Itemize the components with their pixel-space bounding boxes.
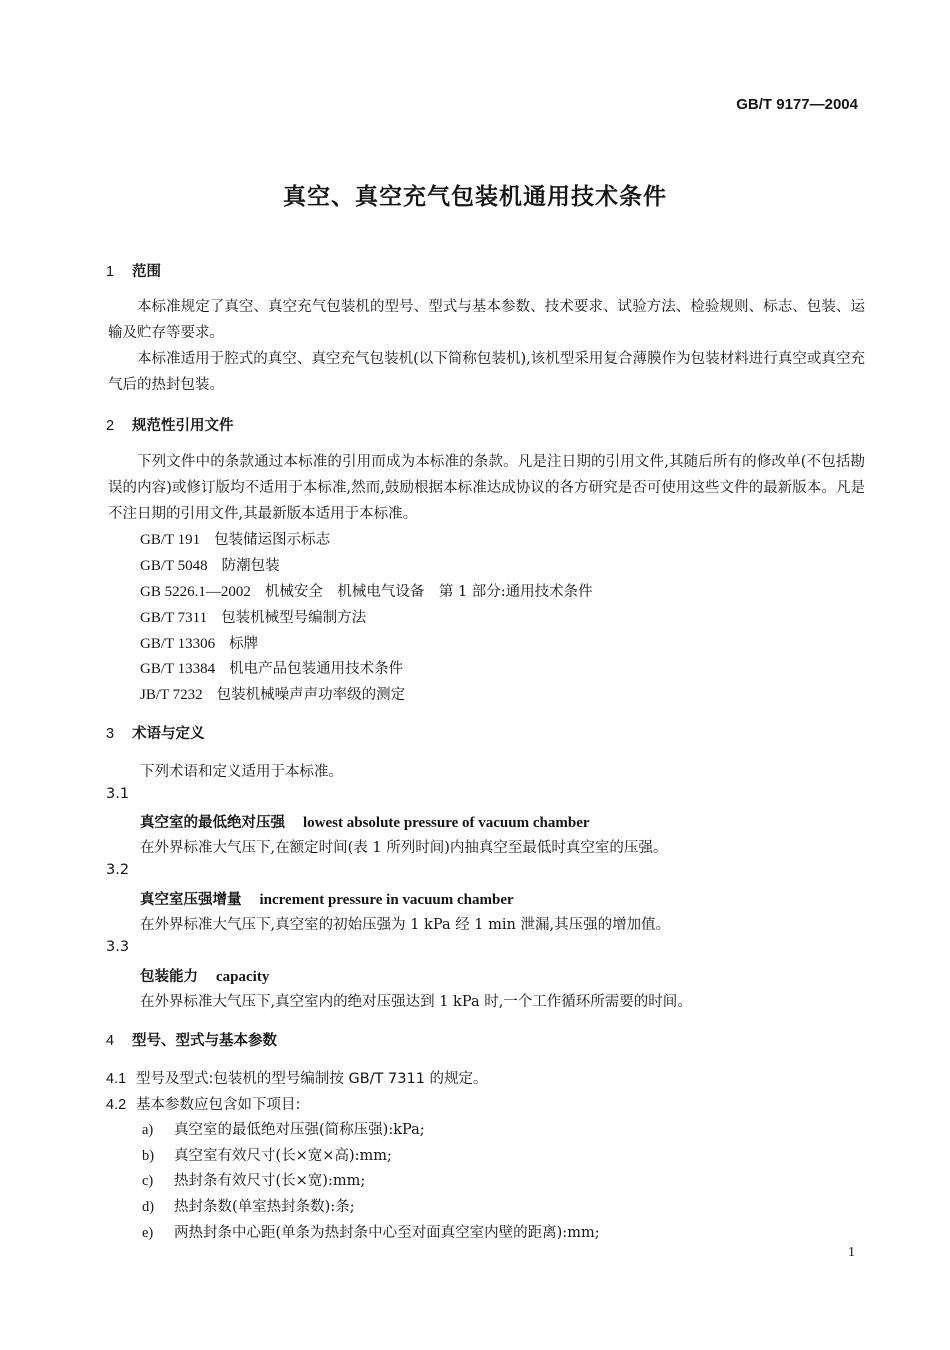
list-item: [142, 1169, 365, 1190]
section-title: 型号、型式与基本参数: [132, 1033, 277, 1049]
reference-name: 标牌: [229, 636, 259, 652]
reference-code: GB/T 5048: [140, 558, 208, 574]
list-text: 热封条数(单室热封条数):条;: [174, 1199, 355, 1215]
reference-item: [140, 606, 366, 627]
list-marker: a): [142, 1122, 154, 1138]
term-definition: 在外界标准大气压下,真空室的初始压强为 1 kPa 经 1 min 泄漏,其压强的增加值。: [140, 917, 671, 933]
list-item: [142, 1195, 355, 1216]
term-heading: [140, 811, 590, 832]
reference-name: 机电产品包装通用技术条件: [229, 661, 404, 677]
paragraph: 下列术语和定义适用于本标准。: [140, 764, 343, 780]
page-number: 1: [848, 1245, 855, 1260]
list-text: 真空室有效尺寸(长×宽×高):mm;: [174, 1148, 392, 1164]
section-heading: [106, 260, 161, 281]
list-marker: b): [142, 1148, 155, 1164]
subclause: [106, 1067, 488, 1088]
term-number: 3.3: [106, 939, 130, 955]
standard-number: GB/T 9177—2004: [736, 96, 858, 113]
section-title: 术语与定义: [132, 726, 205, 742]
list-marker: c): [142, 1173, 154, 1189]
reference-code: JB/T 7232: [140, 687, 203, 703]
section-number: 2: [106, 418, 115, 434]
paragraph: 本标准规定了真空、真空充气包装机的型号、型式与基本参数、技术要求、试验方法、检验规则、标志、包装、运输及贮存等要求。: [108, 299, 865, 341]
document-title: 真空、真空充气包装机通用技术条件: [283, 184, 667, 210]
reference-name: 机械安全 机械电气设备 第 1 部分:通用技术条件: [264, 584, 593, 600]
subclause-text: 基本参数应包含如下项目:: [136, 1097, 301, 1113]
section-heading: [106, 414, 234, 435]
reference-item: [140, 683, 405, 704]
term-english: capacity: [216, 969, 270, 985]
list-item: [142, 1118, 425, 1139]
section-number: 4: [106, 1033, 115, 1049]
subclause-text: 型号及型式:包装机的型号编制按 GB/T 7311 的规定。: [136, 1071, 488, 1087]
list-text: 两热封条中心距(单条为热封条中心至对面真空室内壁的距离):mm;: [174, 1225, 600, 1241]
list-text: 真空室的最低绝对压强(简称压强):kPa;: [174, 1122, 425, 1138]
term-chinese: 真空室压强增量: [140, 892, 242, 908]
term-english: lowest absolute pressure of vacuum chamber: [303, 815, 590, 831]
list-text: 热封条有效尺寸(长×宽):mm;: [174, 1173, 366, 1189]
paragraph: 本标准适用于腔式的真空、真空充气包装机(以下简称包装机),该机型采用复合薄膜作为包装材料进行真空或真空充气后的热封包装。: [108, 351, 865, 393]
term-heading: [140, 965, 269, 986]
term-chinese: 真空室的最低绝对压强: [140, 815, 285, 831]
reference-item: [140, 580, 593, 601]
section-heading: [106, 722, 205, 743]
paragraph: 下列文件中的条款通过本标准的引用而成为本标准的条款。凡是注日期的引用文件,其随后所有的修改单(不包括勘误的内容)或修订版均不适用于本标准,然而,鼓励根据本标准达成协议的各方研究是否可使用这些文件的最新版本。凡是不注日期的引用文件,其最新版本适用于本标准。: [108, 454, 865, 522]
term-definition: 在外界标准大气压下,真空室内的绝对压强达到 1 kPa 时,一个工作循环所需要的时间。: [140, 994, 692, 1010]
term-number: 3.2: [106, 862, 130, 878]
list-item: [142, 1221, 600, 1242]
section-title: 范围: [132, 264, 161, 280]
reference-code: GB/T 13384: [140, 661, 216, 677]
list-marker: e): [142, 1225, 154, 1241]
list-item: [142, 1144, 392, 1165]
reference-name: 包装机械噪声声功率级的测定: [216, 687, 406, 703]
reference-code: GB/T 13306: [140, 636, 216, 652]
reference-code: GB/T 7311: [140, 610, 208, 626]
reference-name: 包装储运图示标志: [214, 532, 331, 548]
section-heading: [106, 1029, 277, 1050]
term-heading: [140, 888, 514, 909]
reference-name: 防潮包装: [221, 558, 280, 574]
reference-item: [140, 528, 330, 549]
reference-item: [140, 632, 258, 653]
term-number: 3.1: [106, 786, 130, 802]
section-title: 规范性引用文件: [132, 418, 234, 434]
reference-item: [140, 657, 403, 678]
term-chinese: 包装能力: [140, 969, 198, 985]
list-marker: d): [142, 1199, 155, 1215]
subclause-number: 4.1: [106, 1071, 127, 1087]
reference-item: [140, 554, 280, 575]
term-english: increment pressure in vacuum chamber: [259, 892, 514, 908]
reference-code: GB 5226.1—2002: [140, 584, 251, 600]
subclause: [106, 1093, 300, 1114]
reference-name: 包装机械型号编制方法: [221, 610, 367, 626]
subclause-number: 4.2: [106, 1097, 127, 1113]
section-number: 1: [106, 264, 115, 280]
section-number: 3: [106, 726, 115, 742]
term-definition: 在外界标准大气压下,在额定时间(表 1 所列时间)内抽真空至最低时真空室的压强。: [140, 840, 668, 856]
reference-code: GB/T 191: [140, 532, 201, 548]
